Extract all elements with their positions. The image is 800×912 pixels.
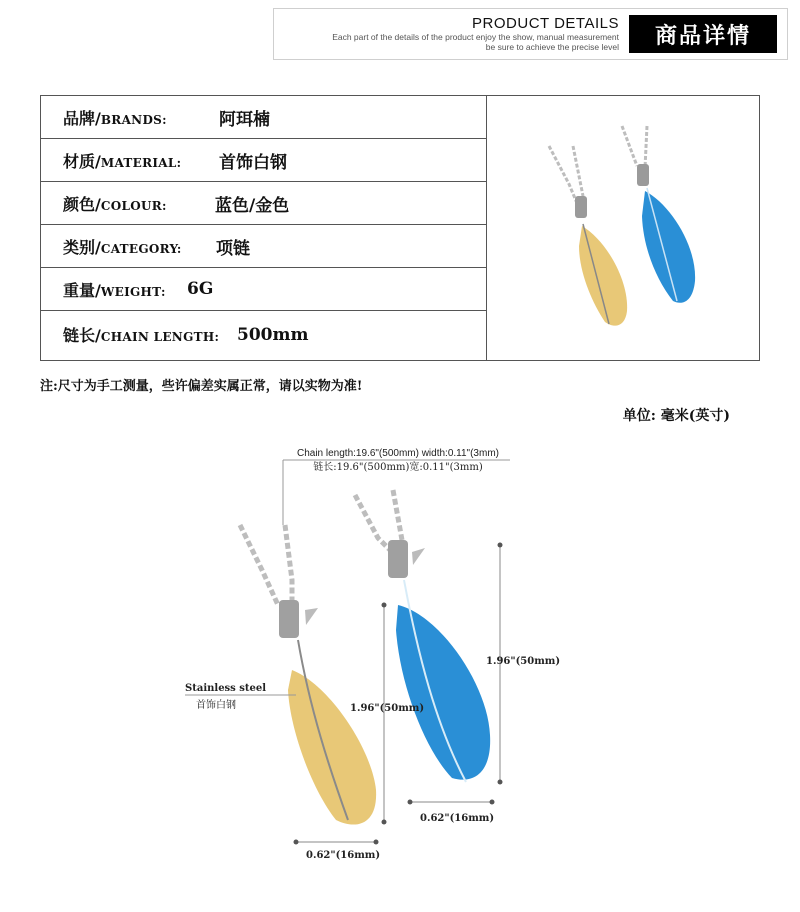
blue-feather [396, 605, 490, 780]
spec-label-cn: 颜色/ [63, 194, 101, 214]
blue-width-dim-left [408, 800, 413, 805]
gold-width-label: 0.62"(16mm) [306, 850, 381, 861]
blue-width-dim-right [490, 800, 495, 805]
blue-chain-2 [393, 490, 402, 540]
product-photo [487, 96, 759, 360]
spec-label-en: WEIGHT: [100, 284, 166, 299]
spec-label-cn: 重量/ [63, 280, 101, 300]
spec-row-material [41, 139, 486, 182]
gold-bail [279, 600, 299, 638]
spec-row-brand [41, 96, 486, 139]
spec-label [63, 106, 167, 129]
gold-chain-2 [285, 525, 292, 605]
spec-row-weight [41, 268, 486, 311]
spec-value: 蓝色/金色 [215, 195, 290, 216]
spec-label [63, 278, 166, 301]
blue-width-label: 0.62"(16mm) [420, 813, 495, 824]
spec-label-en: BRANDS: [100, 112, 167, 127]
spec-label-en: CHAIN LENGTH: [100, 330, 220, 344]
chain-length-label-cn: 链长:19.6"(500mm)宽:0.11"(3mm) [313, 462, 483, 473]
product-details-header [273, 8, 788, 60]
gold-height-label: 1.96"(50mm) [350, 703, 425, 714]
header-title: PRODUCT DETAILS [472, 15, 619, 32]
gold-width-dim-right [374, 840, 379, 845]
spec-value: 首饰白钢 [219, 152, 287, 173]
spec-label [63, 235, 182, 258]
spec-row-chain-length [41, 311, 486, 358]
gold-height-dim-top [382, 603, 387, 608]
measurement-note: 注:尺寸为手工测量，些许偏差实属正常，请以实物为准! [40, 379, 363, 394]
header-subtitle-line1: Each part of the details of the product enjoy the show, manual measurement [332, 32, 619, 42]
chain-blue [622, 126, 637, 166]
unit-label: 单位: 毫米(英寸) [622, 408, 730, 424]
spec-value: 项链 [216, 238, 250, 259]
spec-label [63, 149, 181, 172]
blue-height-label: 1.96"(50mm) [486, 656, 561, 667]
chain-blue-2 [645, 126, 647, 168]
blue-feather [642, 191, 695, 303]
spec-table [40, 95, 760, 361]
spec-label-en: MATERIAL: [100, 155, 182, 170]
gold-width-dim-left [294, 840, 299, 845]
gold-bail-clip [305, 608, 318, 625]
chain-length-label-en: Chain length:19.6"(500mm) width:0.11"(3mm) [296, 448, 500, 459]
dimension-diagram-svg [0, 430, 800, 908]
blue-bail-clip [412, 548, 425, 565]
spec-row-colour [41, 182, 486, 225]
blue-chain [355, 495, 390, 550]
gold-feather [579, 226, 627, 326]
spec-label-cn: 类别/ [63, 237, 101, 257]
chain-gold-2 [573, 146, 583, 196]
spec-label-cn: 材质/ [63, 151, 101, 171]
spec-value: 阿珥楠 [219, 109, 270, 130]
blue-bail [388, 540, 408, 578]
material-label-cn: 首饰白钢 [196, 700, 236, 711]
spec-label [63, 192, 167, 215]
spec-rows [41, 96, 487, 360]
blue-height-dim-bottom [498, 780, 503, 785]
spec-label-cn: 链长/ [63, 326, 101, 345]
bail-gold [575, 196, 587, 218]
bail-blue [637, 164, 649, 186]
gold-chain [240, 525, 278, 605]
material-label-en: Stainless steel [185, 683, 267, 694]
gold-feather [288, 670, 376, 825]
spec-value: 6G [187, 279, 214, 299]
header-title-cn: 商品详情 [629, 15, 777, 53]
spec-label-en: COLOUR: [100, 198, 167, 213]
spec-label [63, 323, 219, 346]
header-subtitle-line2: be sure to achieve the precise level [485, 42, 619, 52]
spec-label-en: CATEGORY: [100, 241, 182, 256]
product-photo-svg [487, 96, 759, 360]
spec-value: 500mm [237, 324, 309, 345]
gold-height-dim-bottom [382, 820, 387, 825]
spec-row-category [41, 225, 486, 268]
spec-label-cn: 品牌/ [63, 108, 101, 128]
dimension-diagram [0, 430, 800, 908]
blue-height-dim-top [498, 543, 503, 548]
